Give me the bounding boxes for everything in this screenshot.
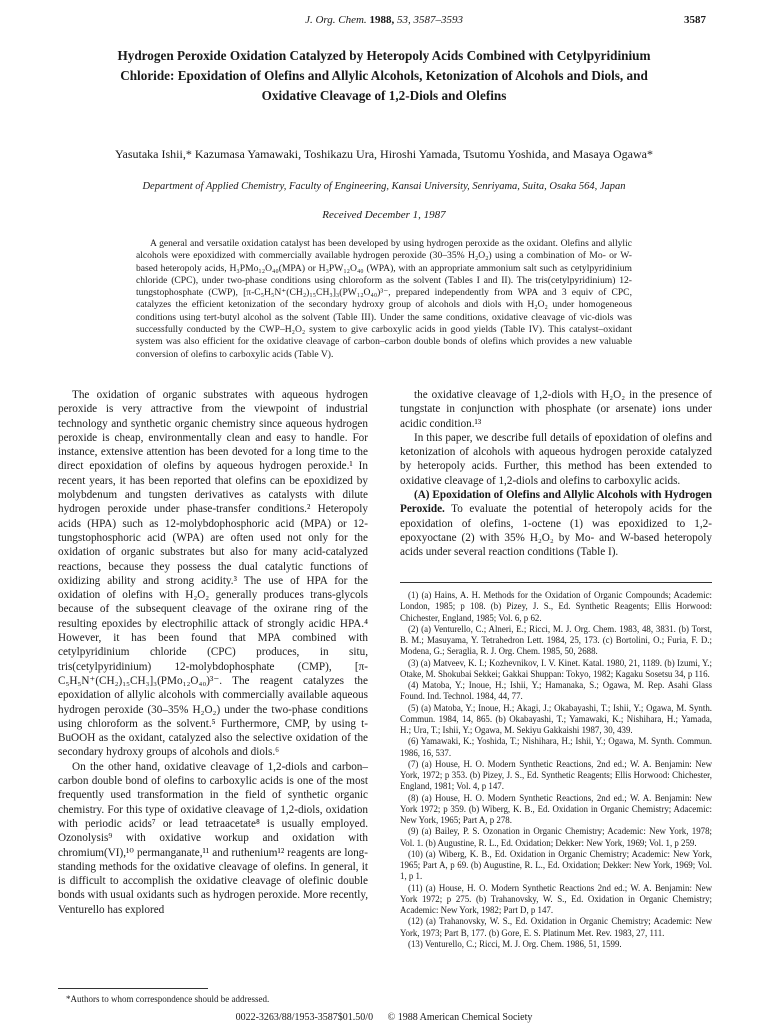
section-heading: (A) Epoxidation of Olefins and Allylic Alcohols with Hydrogen Peroxide. — [400, 489, 712, 516]
reference-item: (12) (a) Trahanovsky, W. S., Ed. Oxidation in Organic Chemistry; Academic: New York, 1973; Part B, 177. (b) Gore, E. S. Platinum Met. Rev. 1983, 27, 111. — [400, 916, 712, 938]
page-number: 3587 — [684, 14, 706, 26]
reference-item: (10) (a) Wiberg, K. B., Ed. Oxidation in Organic Chemistry; Academic: New York, 1965; Part A, p 69. (b) Augustine, R. L., Ed. Oxidation; Dekker: New York, 1969; Vol. 1, p 1. — [400, 848, 712, 882]
reference-item: (2) (a) Venturello, C.; Alneri, E.; Ricci, M. J. Org. Chem. 1983, 48, 3831. (b) Torst, B. M.; Masuyama, Y. Tetrahedron Lett. 1984, 25, 173. (c) Bortolini, O.; Furia, F. D.; Modena, G.; Seraglia, R. J. Org. Chem. 1985, 50, 2688. — [400, 623, 712, 657]
reference-item: (7) (a) House, H. O. Modern Synthetic Reactions, 2nd ed.; W. A. Benjamin: New York, 1972; p 353. (b) Pizey, J. S., Ed. Synthetic Reagents; Ellis Horwood: Chichester, England, 1981; Vol. 4, p 147. — [400, 758, 712, 792]
reference-item: (8) (a) House, H. O. Modern Synthetic Reactions, 2nd ed.; W. A. Benjamin: New York 1972; p 359. (b) Wiberg, K. B., Ed. Oxidation in Organic Chemistry; Adacemic: New York, 1965; Part A, p 278. — [400, 792, 712, 825]
body-column-left — [58, 388, 368, 917]
body-column-right — [400, 388, 712, 560]
reference-item: (11) (a) House, H. O. Modern Synthetic Reactions 2nd ed.; W. A. Benjamin: New York 1972; p 275. (b) Trahanovsky, W. S., Ed. Oxidation in Organic Chemistry; Academic: New York, 1982; Part D, p 147. — [400, 882, 712, 915]
references-list — [400, 590, 712, 950]
copyright-notice: © 1988 American Chemical Society — [387, 1012, 533, 1023]
affiliation: Department of Applied Chemistry, Faculty of Engineering, Kansai University, Senriyama, Suita, Osaka 564, Japan — [142, 181, 626, 192]
abstract: A general and versatile oxidation catalyst has been developed by using hydrogen peroxide as the oxidant. Olefins and allylic alcohols were epoxidized with commercially available hydrogen peroxide (30–35% H₂O₂) using a combination of Mo- or W-based heteropoly acids, H₃PMo₁₂O₄₀(MPA) or H₃PW₁₂O₄₀ (WPA), with an appropriate ammonium salt such as cetylpyridinium chloride (CPC), under two-phase conditions using chloroform as the solvent (Tables I and II). The tris(cetylpyridinium) 12-tungstophosphate (CWP), [π-C₅H₅N⁺(CH₂)₁₅CH₃]₃(PW₁₂O₄₀)³⁻, prepared independently from WPA and 3 equiv of CPC, catalyzes the efficient ketonization of the secondary hydroxy group of alcohols and diols with H₂O₂ under homogeneous conditions using tert-butyl alcohol as the solvent (Table III). Under the same conditions, oxidative cleavage of vic-diols was successfully conducted by the CWP–H₂O₂ system to give carboxylic acids in good yields (Table IV). This catalyst–oxidant system was also efficient for the oxidative cleavage of carbon–carbon double bonds of olefins which provides a new valuable conversion of olefins to carboxylic acids (Table V). — [136, 238, 632, 360]
references-rule — [400, 582, 712, 583]
correspondence-footnote: *Authors to whom correspondence should be addressed. — [66, 994, 270, 1004]
reference-item: (4) Matoba, Y.; Inoue, H.; Ishii, Y.; Hamanaka, S.; Ogawa, M. Rep. Asahi Glass Found. Ind. Technol. 1984, 44, 77. — [400, 680, 712, 702]
reference-item: (1) (a) Hains, A. H. Methods for the Oxidation of Organic Compounds; Academic: London, 1985; p 108. (b) Pizey, J. S., Ed. Synthetic Reagents; Ellis Horwood: Chichester, England, 1985; Vol. 6, p 62. — [400, 590, 712, 623]
reference-item: (3) (a) Matveev, K. I.; Kozhevnikov, I. V. Kinet. Katal. 1980, 21, 1189. (b) Izumi, Y.; Otake, M. Shokubai Sekkei; Gakkai Shuppan: Tokyo, 1982; Kagaku Sosetsu 34, p 116. — [400, 657, 712, 679]
running-header — [60, 14, 708, 32]
section-text: To evaluate the potential of heteropoly acids for the epoxidation of olefins, 1-octene (1) was epoxidized to 1,2-epoxyoctane (2) with 35% H₂O₂ by Mo- and W-based heteropoly acids under several reaction conditions (Table I). — [400, 503, 712, 559]
footnote-rule — [58, 988, 208, 989]
journal-name: J. Org. Chem. — [305, 14, 367, 26]
article-code: 0022-3263/88/1953-3587$01.50/0 — [235, 1012, 374, 1023]
received-date: Received December 1, 1987 — [322, 209, 446, 221]
body-paragraph: The oxidation of organic substrates with aqueous hydrogen peroxide is very attractive from the viewpoint of industrial technology and synthetic organic chemistry since aqueous hydrogen peroxide is cheap, environmentally clean and easy to handle. For instance, extensive attention has been devoted for a long time to the direct epoxidation of olefins by aqueous hydrogen peroxide.¹ In recent years, it has been reported that olefins can be epoxidized by molybdenum and tungsten derivatives as catalysts with dilute hydrogen peroxide under phase-transfer conditions.² Heteropoly acids (HPA) such as 12-molybdophosphoric acid (MPA) or 12-tungstophosphoric acid (WPA) are often used not only for the oxidation of organic substrates but also for many acid-catalyzed reactions, because they possess the dual catalytic functions of oxidizing ability and strong acidity.³ The use of HPA for the oxidation of olefins with H₂O₂ generally produces trans-glycols because of the subsequent cleavage of the oxirane ring of the resulting epoxides by electrophilic attack of strongly acidic HPA.⁴ However, it has been found that MPA combined with cetylpyridinium chloride (CPC) produces, in situ, tris(cetylpyridinium) 12-molybdophosphate (CMP), [π-C₅H₅N⁺(CH₂)₁₅CH₃]₃(PMo₁₂O₄₀)³⁻. The reagent catalyzes the epoxidation of allylic alcohols with commercially available aqueous hydrogen peroxide (30–35% H₂O₂) under the two-phase conditions using chloroform as the solvent.⁵ Furthermore, CMP, by using t-BuOOH as the oxidant, catalyzed also the selective oxidation of the secondary hydroxy groups of alcohols and diols.⁶ — [58, 389, 368, 759]
reference-item: (6) Yamawaki, K.; Yoshida, T.; Nishihara, H.; Ishii, Y.; Ogawa, M. Synth. Commun. 1986, 16, 537. — [400, 736, 712, 758]
journal-year: 1988, — [369, 14, 395, 26]
body-paragraph: the oxidative cleavage of 1,2-diols with H₂O₂ in the presence of tungstate in conjunction with phosphate (or arsenate) ions under acidic condition.¹³ — [400, 389, 712, 430]
body-paragraph: In this paper, we describe full details of epoxidation of olefins and ketonization of alcohols with aqueous hydrogen peroxide catalyzed by heteropoly acids. Further, this method has been extended to oxidative cleavage of 1,2-diols and olefins to carboxylic acids. — [400, 431, 712, 487]
body-paragraph: On the other hand, oxidative cleavage of 1,2-diols and carbon–carbon double bond of olefins to carboxylic acids is one of the most frequently used transformation in the field of synthetic organic chemistry. For this type of oxidative cleavage of 1,2-diols, oxidation with periodic acids⁷ or lead tetraacetate⁸ is usually employed. Ozonolysis⁹ with oxidative workup and oxidation with chromium(VI),¹⁰ permanganate,¹¹ and ruthenium¹² reagents are long-standing methods for the oxidative cleavage of olefins. In general, it is difficult to accomplish the oxidative cleavage of olefinic double bonds with usual oxidants such as hydrogen peroxide. More recently, Venturello has explored — [58, 760, 368, 916]
reference-item: (5) (a) Matoba, Y.; Inoue, H.; Akagi, J.; Okabayashi, T.; Ishii, Y.; Ogawa, M. Synth. Commun. 1984, 14, 865. (b) Okabayashi, T.; Yamawaki, K.; Nishihara, H.; Yamada, H.; Ura, T.; Ishii, Y.; Ogawa, M. Sekiyu Gakkaishi 1987, 30, 439. — [400, 702, 712, 735]
page-footer — [0, 1012, 768, 1023]
article-title: Hydrogen Peroxide Oxidation Catalyzed by Heteropoly Acids Combined with Cetylpyridinium Chloride: Epoxidation of Olefins and Allylic Alcohols, Ketonization of Alcohols and Diols, and Oxidative Cleavage of 1,2-Diols and Olefins — [117, 48, 651, 103]
journal-pages: 3587–3593 — [413, 14, 463, 26]
reference-item: (9) (a) Bailey, P. S. Ozonation in Organic Chemistry; Academic: New York, 1978; Vol. 1. (b) Augustine, R. L., Ed. Oxidation; Dekker: New York, 1969; Vol. 1, p 259. — [400, 826, 712, 848]
section-paragraph — [400, 488, 712, 559]
journal-volume: 53, — [396, 14, 411, 26]
journal-citation — [60, 14, 708, 26]
author-list: Yasutaka Ishii,* Kazumasa Yamawaki, Toshikazu Ura, Hiroshi Yamada, Tsutomu Yoshida, and Masaya Ogawa* — [115, 147, 653, 161]
reference-item: (13) Venturello, C.; Ricci, M. J. Org. Chem. 1986, 51, 1599. — [408, 938, 622, 949]
